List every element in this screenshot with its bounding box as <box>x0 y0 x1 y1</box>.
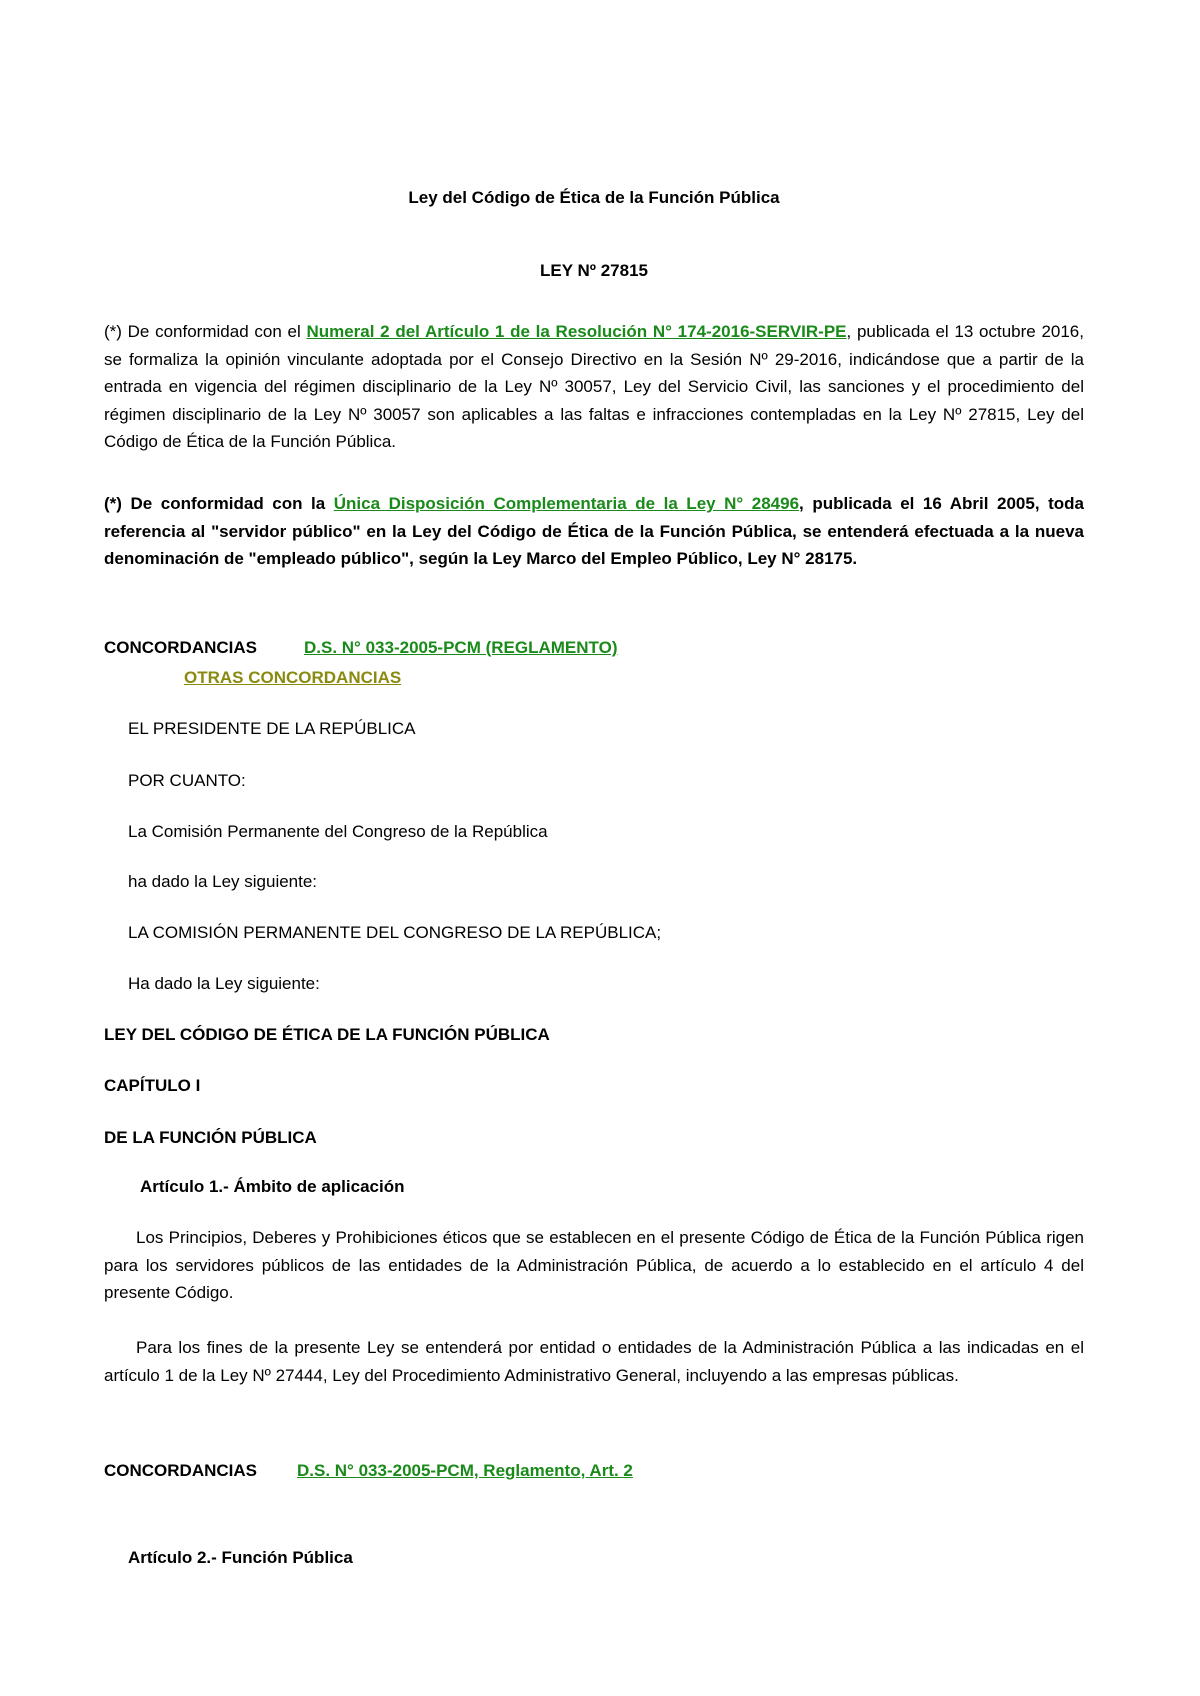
note-empleado-prefix: (*) De conformidad con la <box>104 494 334 513</box>
ley-28496-link[interactable]: Única Disposición Complementaria de la Ley N° 28496 <box>333 494 800 513</box>
note-servir-suffix: , publicada el 13 octubre 2016, se formaliza la opinión vinculante adoptada por el Consejo Directivo en la Sesión Nº 29-2016, indicándose que a partir de la entrada en vigencia del régimen disciplinario de la Ley Nº 30057, Ley del Servicio Civil, las sanciones y el procedimiento del régimen disciplinario de la Ley Nº 30057 son aplicables a las faltas e infracciones contempladas en la Ley Nº 27815, Ley del Código de Ética de la Función Pública. <box>104 322 1084 452</box>
preamble-comision-caps: LA COMISIÓN PERMANENTE DEL CONGRESO DE LA REPÚBLICA; <box>128 923 662 942</box>
concordancias-label: CONCORDANCIAS <box>104 1461 257 1480</box>
note-empleado-suffix: , publicada el 16 Abril 2005, toda referencia al "servidor público" en la Ley del Código de Ética de la Función Pública, se entenderá efectuada a la nueva denominación de "empleado público", según la Ley Marco del Empleo Público, Ley N° 28175. <box>104 494 1084 569</box>
article-2-title: Artículo 2.- Función Pública <box>128 1548 353 1567</box>
article-1-paragraph-2: Para los fines de la presente Ley se entenderá por entidad o entidades de la Administración Pública a las indicadas en el artículo 1 de la Ley Nº 27444, Ley del Procedimiento Administrativo General, incluyendo a las empresas públicas. <box>104 1338 1084 1385</box>
preamble-ha-dado: ha dado la Ley siguiente: <box>128 872 318 891</box>
preamble-comision: La Comisión Permanente del Congreso de la República <box>128 822 548 841</box>
note-servir <box>104 318 1084 456</box>
preamble-ha-dado-2: Ha dado la Ley siguiente: <box>128 974 320 993</box>
reglamento-link[interactable]: D.S. N° 033-2005-PCM (REGLAMENTO) <box>304 638 618 657</box>
otras-concordancias-row <box>104 664 1084 692</box>
law-heading: LEY DEL CÓDIGO DE ÉTICA DE LA FUNCIÓN PÚBLICA <box>104 1025 550 1044</box>
concordancias-row-1 <box>104 634 1084 662</box>
otras-concordancias-link[interactable]: OTRAS CONCORDANCIAS <box>184 668 402 687</box>
note-empleado-publico <box>104 490 1084 573</box>
document-title: Ley del Código de Ética de la Función Pública <box>408 188 780 207</box>
note-servir-prefix: (*) De conformidad con el <box>104 322 307 341</box>
preamble-por-cuanto: POR CUANTO: <box>128 771 246 790</box>
resolucion-servir-link[interactable]: Numeral 2 del Artículo 1 de la Resolución N° 174-2016-SERVIR-PE <box>306 322 847 341</box>
concordancias-label: CONCORDANCIAS <box>104 638 257 657</box>
chapter-title: DE LA FUNCIÓN PÚBLICA <box>104 1128 317 1147</box>
reglamento-art2-link[interactable]: D.S. N° 033-2005-PCM, Reglamento, Art. 2 <box>297 1461 633 1480</box>
law-number: LEY Nº 27815 <box>540 261 648 280</box>
article-1-paragraph-1: Los Principios, Deberes y Prohibiciones éticos que se establecen en el presente Código de Ética de la Función Pública rigen para los servidores públicos de las entidades de la Administración Pública, de acuerdo a lo establecido en el artículo 4 del presente Código. <box>104 1228 1084 1303</box>
chapter-number: CAPÍTULO I <box>104 1076 201 1095</box>
preamble-presidente: EL PRESIDENTE DE LA REPÚBLICA <box>128 719 416 738</box>
concordancias-row-2 <box>104 1457 1084 1485</box>
article-1-title: Artículo 1.- Ámbito de aplicación <box>140 1177 405 1196</box>
